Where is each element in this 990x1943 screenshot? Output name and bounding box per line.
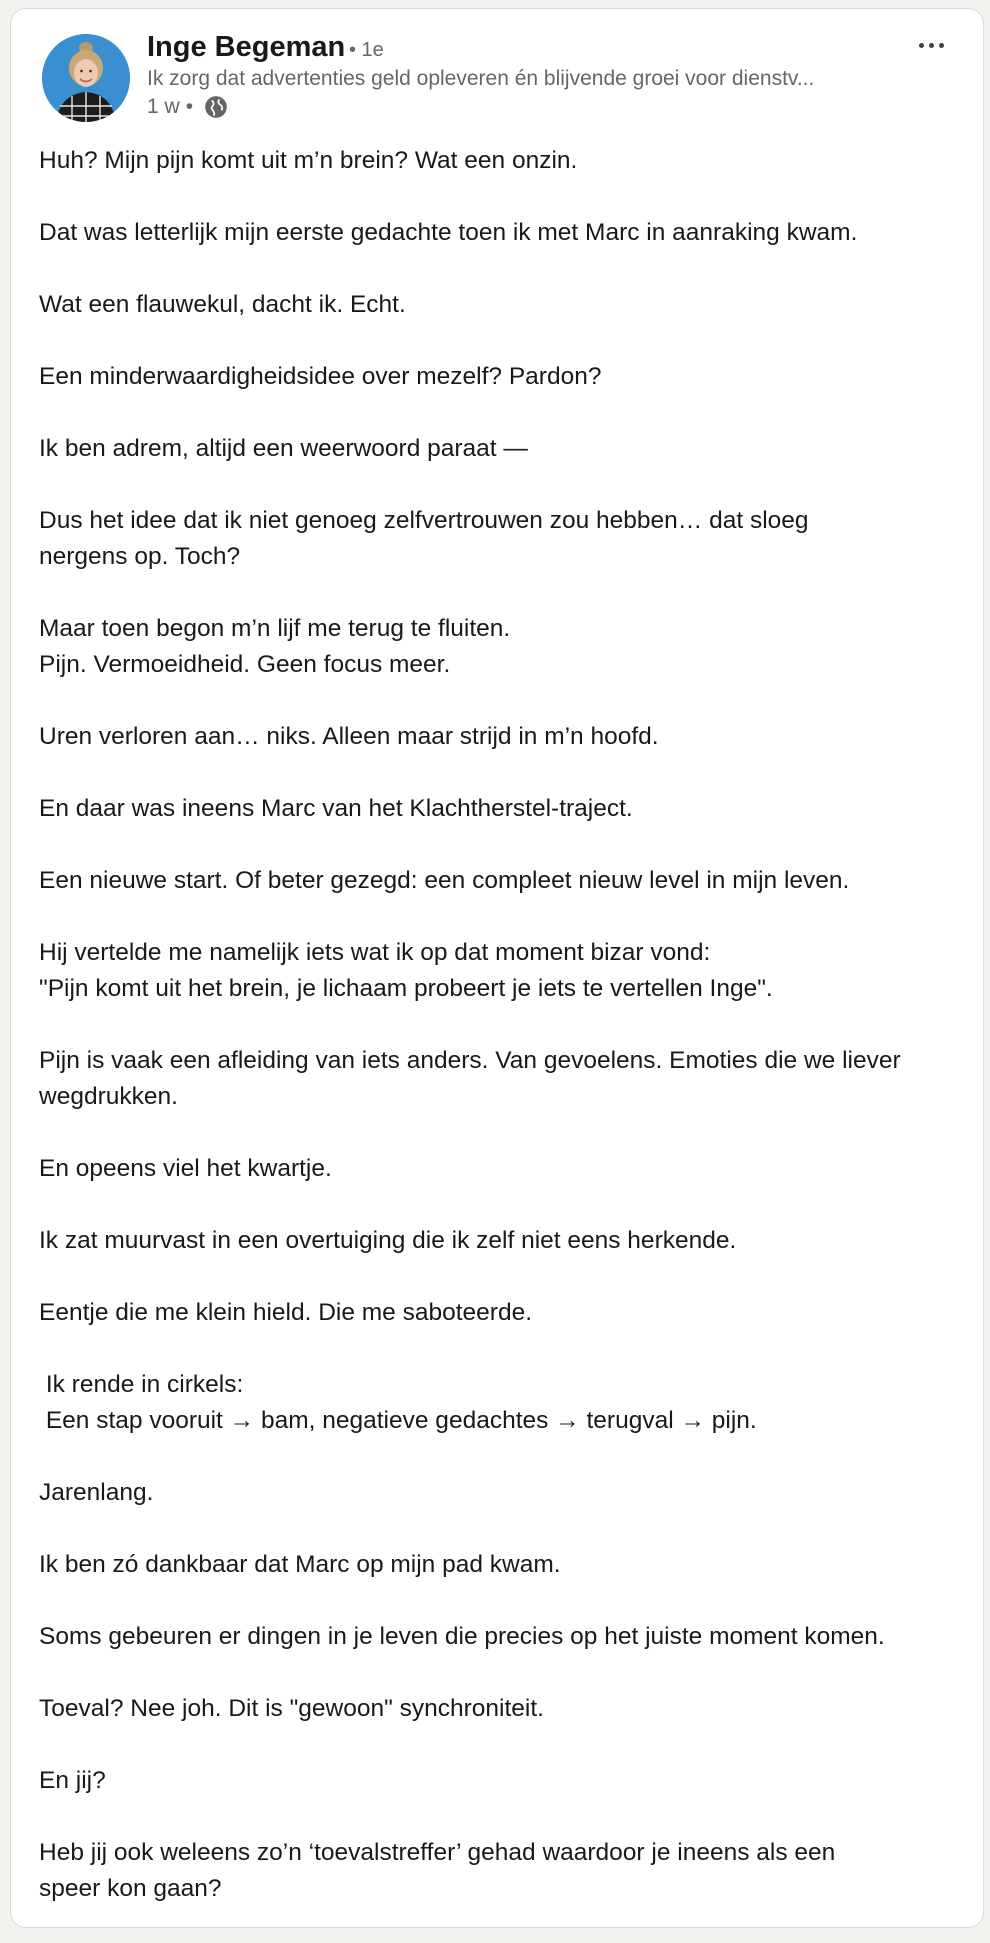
post-paragraph: Eentje die me klein hield. Die me saboteerde. xyxy=(39,1299,533,1326)
post-paragraph: Maar toen begon m’n lijf me terug te fluiten. Pijn. Vermoeidheid. Geen focus meer. xyxy=(39,615,511,678)
post-text xyxy=(39,143,969,1943)
post-paragraph: En opeens viel het kwartje. xyxy=(39,1155,332,1182)
avatar-image xyxy=(42,34,130,122)
more-options-button[interactable] xyxy=(909,29,953,61)
globe-icon xyxy=(203,94,229,120)
author-name[interactable]: Inge Begeman xyxy=(147,31,346,63)
post-paragraph: Ik ben adrem, altijd een weerwoord paraat — xyxy=(39,435,528,462)
connection-degree: • 1e xyxy=(349,39,384,61)
avatar[interactable] xyxy=(42,34,130,122)
post-paragraph: Jarenlang. xyxy=(39,1479,154,1506)
post-paragraph: Wat een flauwekul, dacht ik. Echt. xyxy=(39,291,406,318)
meta-separator: • xyxy=(185,95,194,118)
post-paragraph: Een minderwaardigheidsidee over mezelf? Pardon? xyxy=(39,363,602,390)
more-horizontal-icon xyxy=(919,43,944,48)
post-time: 1 w xyxy=(147,95,180,118)
post-paragraph: Uren verloren aan… niks. Alleen maar strijd in m’n hoofd. xyxy=(39,723,659,750)
post-card xyxy=(10,8,984,1928)
post-paragraph: En daar was ineens Marc van het Klachtherstel-traject. xyxy=(39,795,633,822)
post-meta xyxy=(147,94,229,120)
post-paragraph: En jij? xyxy=(39,1767,106,1794)
post-paragraph: Dus het idee dat ik niet genoeg zelfvertrouwen zou hebben… dat sloeg nergens op. Toch? xyxy=(39,507,809,570)
post-paragraph: Een nieuwe start. Of beter gezegd: een compleet nieuw level in mijn leven. xyxy=(39,867,850,894)
author-headline[interactable]: Ik zorg dat advertenties geld opleveren én blijvende groei voor dienstv... xyxy=(147,67,815,90)
post-paragraph: Ik zat muurvast in een overtuiging die ik zelf niet eens herkende. xyxy=(39,1227,737,1254)
post-paragraph: Huh? Mijn pijn komt uit m’n brein? Wat een onzin. xyxy=(39,147,578,174)
post-paragraph: Toeval? Nee joh. Dit is "gewoon" synchroniteit. xyxy=(39,1695,544,1722)
post-paragraph: Soms gebeuren er dingen in je leven die precies op het juiste moment komen. xyxy=(39,1623,885,1650)
post-paragraph: Ik rende in cirkels: Een stap vooruit → bam, negatieve gedachtes → terugval → pijn. xyxy=(45,1371,757,1434)
post-paragraph: Pijn is vaak een afleiding van iets anders. Van gevoelens. Emoties die we liever wegdrukken. xyxy=(39,1047,901,1110)
post-paragraph: Hij vertelde me namelijk iets wat ik op dat moment bizar vond: "Pijn komt uit het brein, je lichaam probeert je iets te vertellen Inge". xyxy=(39,939,773,1002)
post-paragraph: Heb jij ook weleens zo’n ‘toevalstreffer’ gehad waardoor je ineens als een speer kon gaan? xyxy=(39,1839,836,1902)
post-paragraph: Ik ben zó dankbaar dat Marc op mijn pad kwam. xyxy=(39,1551,561,1578)
post-paragraph: Dat was letterlijk mijn eerste gedachte toen ik met Marc in aanraking kwam. xyxy=(39,219,858,246)
